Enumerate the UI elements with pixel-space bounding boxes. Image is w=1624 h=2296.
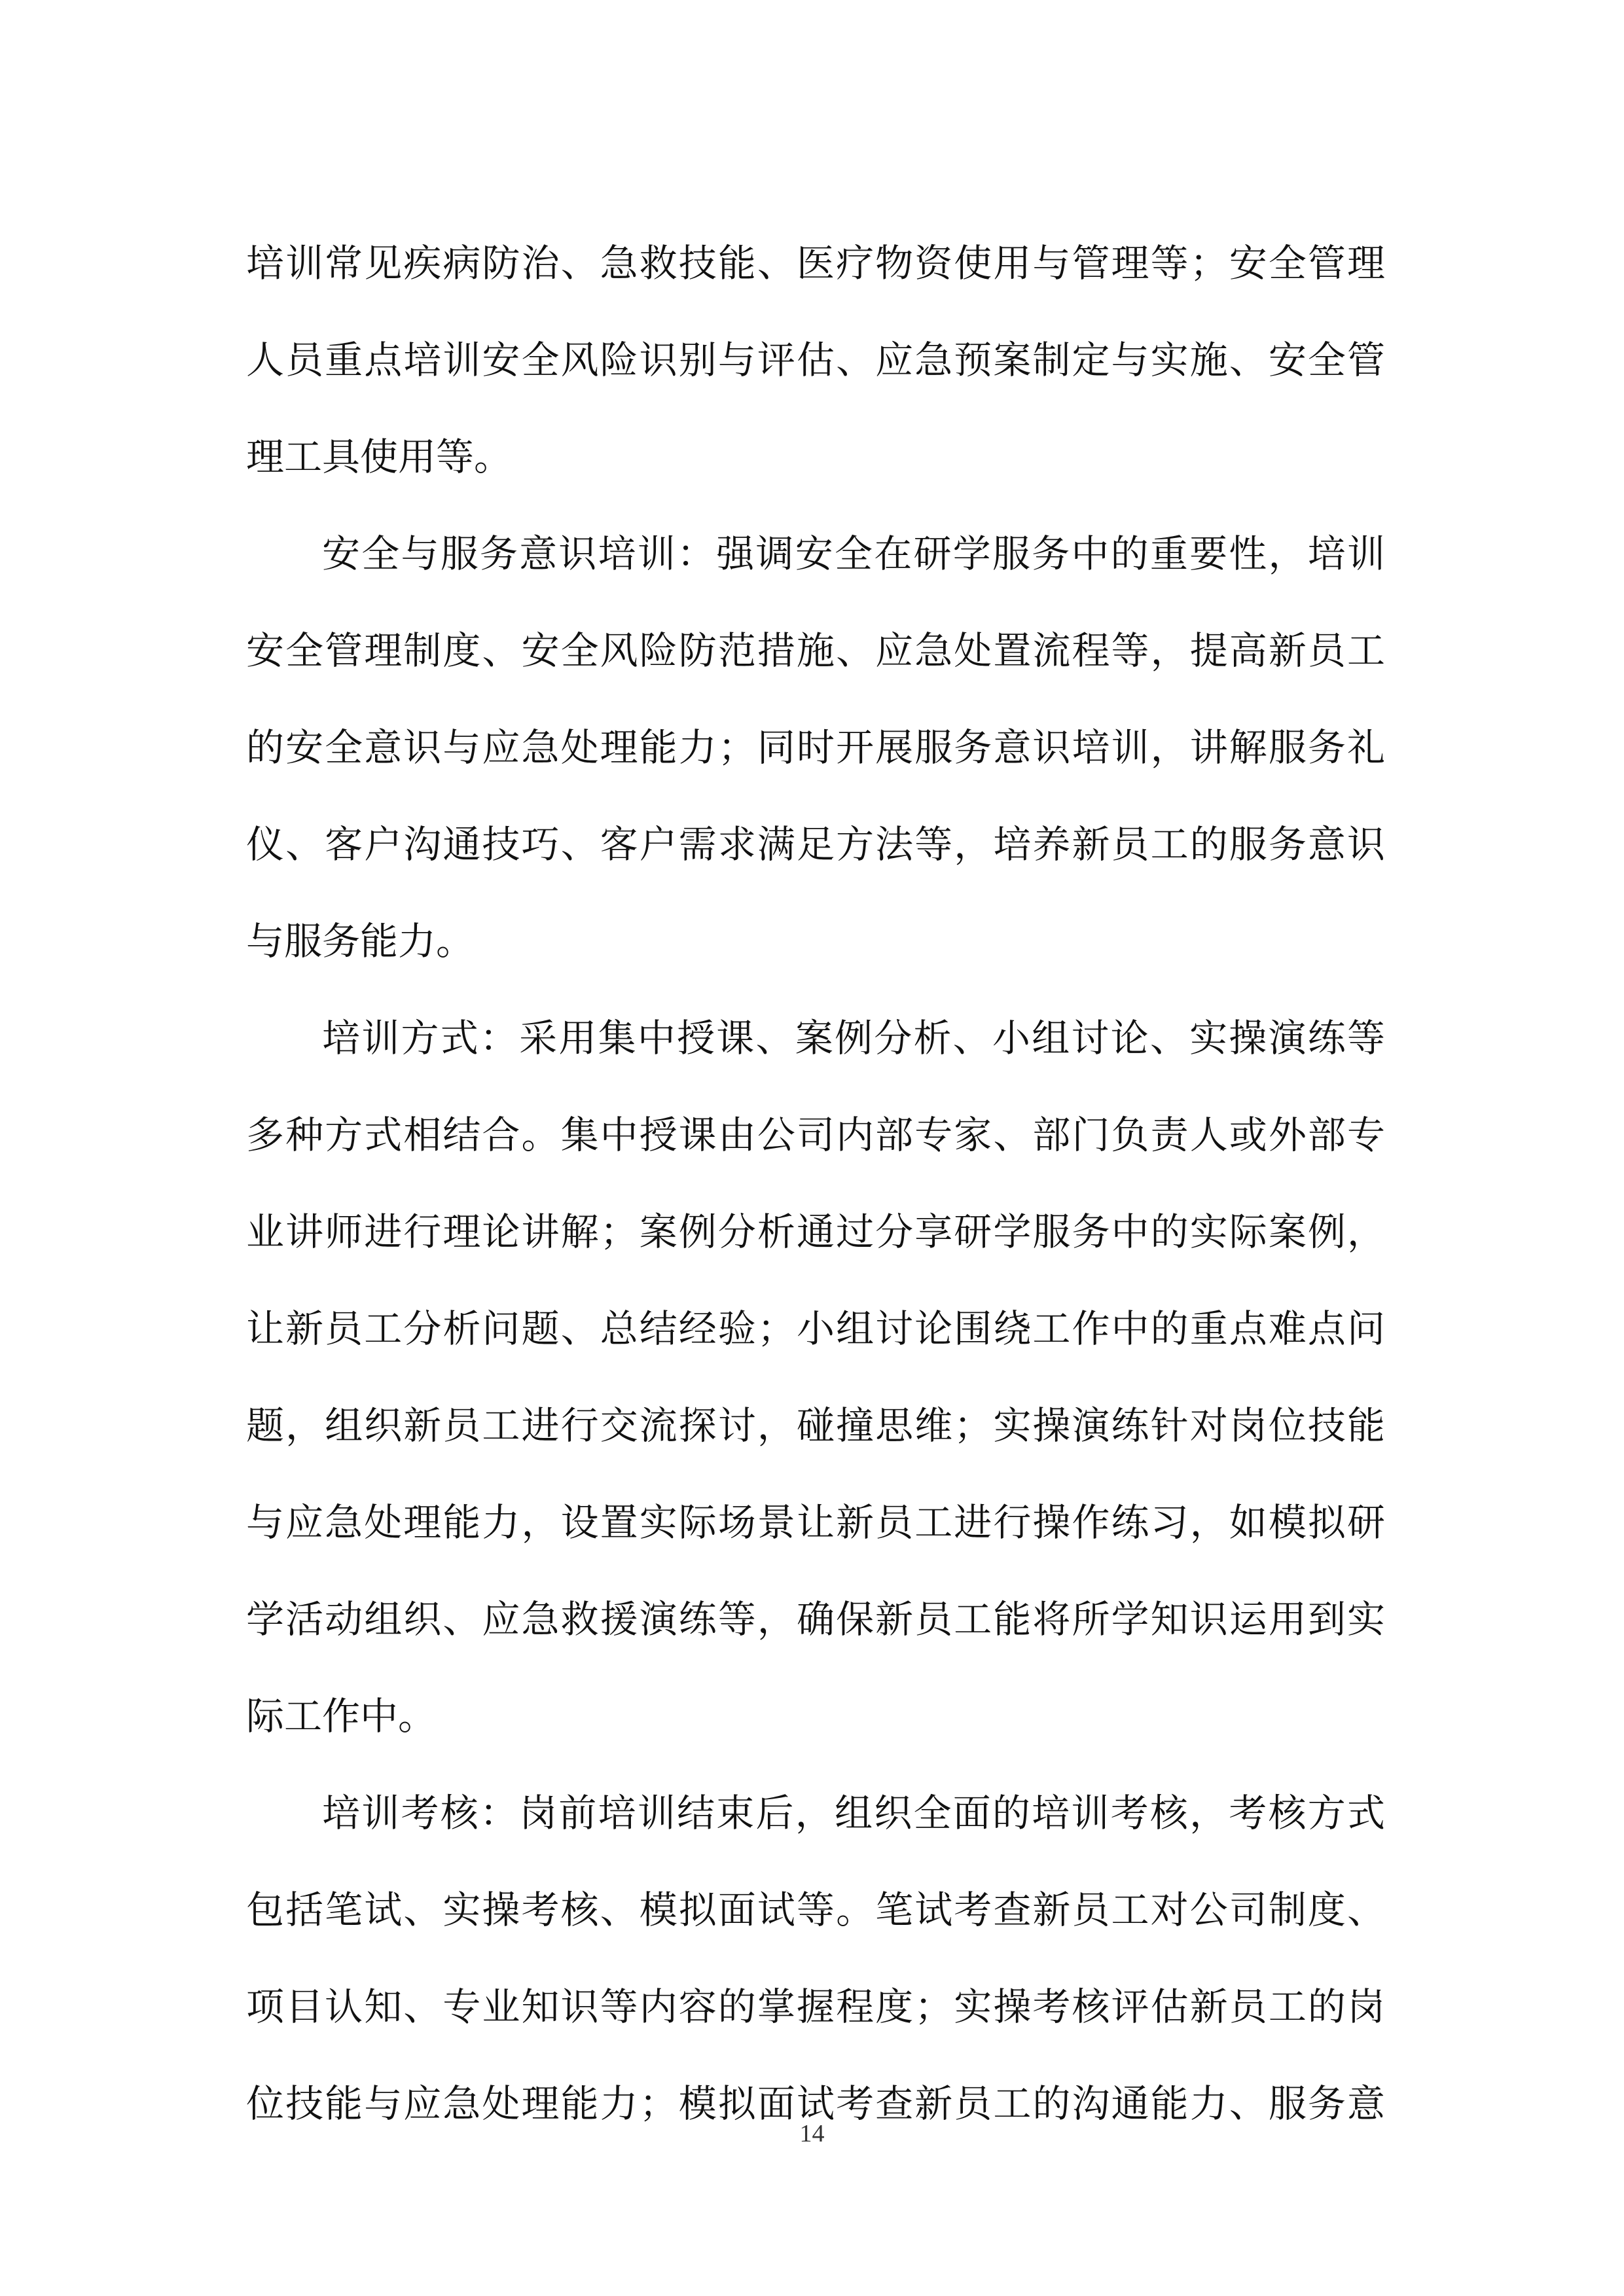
text-line: 包括笔试、实操考核、模拟面试等。笔试考查新员工对公司制度、 (246, 1888, 1385, 1932)
paragraph-continuation-training (246, 215, 1385, 505)
paragraph-training-assessment (246, 1765, 1385, 2152)
text-line: 培训常见疾病防治、急救技能、医疗物资使用与管理等；安全管理 (246, 241, 1385, 285)
text-line: 多种方式相结合。集中授课由公司内部专家、部门负责人或外部专 (246, 1113, 1385, 1157)
text-line: 培训方式：采用集中授课、案例分析、小组讨论、实操演练等 (322, 1016, 1385, 1060)
text-line: 与服务能力。 (246, 919, 475, 963)
text-line: 学活动组织、应急救援演练等，确保新员工能将所学知识运用到实 (246, 1597, 1385, 1641)
text-line: 安全与服务意识培训：强调安全在研学服务中的重要性，培训 (322, 531, 1385, 576)
paragraph-safety-service-awareness (246, 505, 1385, 990)
text-line: 安全管理制度、安全风险防范措施、应急处置流程等，提高新员工 (246, 628, 1385, 673)
text-line: 题，组织新员工进行交流探讨，碰撞思维；实操演练针对岗位技能 (246, 1403, 1385, 1448)
text-line: 人员重点培训安全风险识别与评估、应急预案制定与实施、安全管 (246, 338, 1385, 382)
text-line: 的安全意识与应急处理能力；同时开展服务意识培训，讲解服务礼 (246, 725, 1385, 770)
paragraph-training-methods (246, 990, 1385, 1765)
text-line: 仪、客户沟通技巧、客户需求满足方法等，培养新员工的服务意识 (246, 822, 1385, 867)
text-line: 理工具使用等。 (246, 435, 513, 479)
text-line: 业讲师进行理论讲解；案例分析通过分享研学服务中的实际案例， (246, 1210, 1385, 1254)
text-line: 与应急处理能力，设置实际场景让新员工进行操作练习，如模拟研 (246, 1500, 1385, 1545)
document-body (246, 215, 1385, 2152)
text-line: 项目认知、专业知识等内容的掌握程度；实操考核评估新员工的岗 (246, 1984, 1385, 2029)
text-line: 际工作中。 (246, 1694, 437, 1738)
text-line: 培训考核：岗前培训结束后，组织全面的培训考核，考核方式 (322, 1791, 1385, 1835)
text-line: 让新员工分析问题、总结经验；小组讨论围绕工作中的重点难点问 (246, 1306, 1385, 1351)
text-line: 位技能与应急处理能力；模拟面试考查新员工的沟通能力、服务意 (246, 2081, 1385, 2126)
page-number: 14 (799, 2120, 825, 2147)
